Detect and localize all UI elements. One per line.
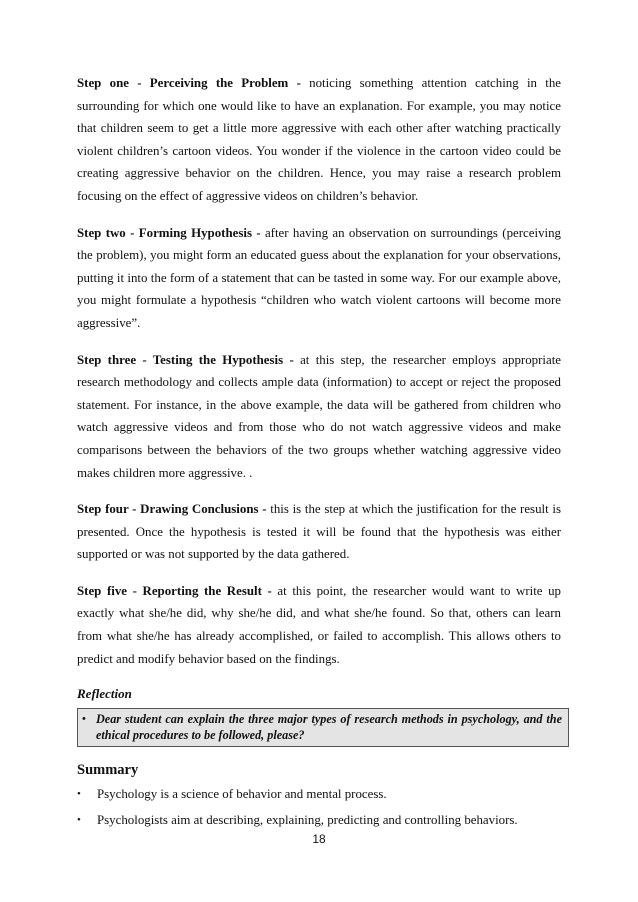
list-item <box>77 783 561 805</box>
step-five-paragraph <box>77 580 561 670</box>
reflection-question: Dear student can explain the three major types of research methods in psychology, and the ethical procedures to be followed, please? <box>96 712 562 742</box>
step-three-heading: Step three - Testing the Hypothesis - <box>77 352 294 367</box>
summary-list <box>77 783 561 831</box>
step-five-heading: Step five - Reporting the Result - <box>77 583 272 598</box>
summary-item-text: Psychology is a science of behavior and mental process. <box>97 787 387 802</box>
page-number: 18 <box>312 832 326 846</box>
summary-heading: Summary <box>77 762 139 779</box>
step-two-paragraph <box>77 222 561 335</box>
bullet-icon: • <box>82 713 86 726</box>
bullet-icon: • <box>77 814 81 827</box>
summary-item-text: Psychologists aim at describing, explaining, predicting and controlling behaviors. <box>97 813 518 828</box>
list-item <box>77 809 561 831</box>
step-two-heading: Step two - Forming Hypothesis - <box>77 225 261 240</box>
step-one-paragraph <box>77 72 561 208</box>
reflection-heading: Reflection <box>77 686 132 702</box>
step-three-text: at this step, the researcher employs appropriate research methodology and collects ample data (information) to accept or reject the proposed statement. For instance, in the above example, the data will be gathered from children who watch aggressive videos and from those who do not watch aggressive videos and make comparisons between the behaviors of the two groups whether watching aggressive video makes children more aggressive. . <box>77 352 561 480</box>
step-four-heading: Step four - Drawing Conclusions - <box>77 502 267 517</box>
reflection-box <box>77 708 569 747</box>
bullet-icon: • <box>77 788 81 801</box>
step-one-heading: Step one - Perceiving the Problem - <box>77 76 301 90</box>
step-one-text: noticing something attention catching in the surrounding for which one would like to have an explanation. For example, you may notice that children seem to get a little more aggressive with each other after watching practically violent children’s cartoon videos. You wonder if the violence in the cartoon video could be creating aggressive behavior on the children. Hence, you may raise a research problem focusing on the effect of aggressive videos on children’s behavior. <box>77 76 561 203</box>
step-five-text: at this point, the researcher would want to write up exactly what she/he did, why she/he did, and what she/he found. So that, others can learn from what she/he has already accomplished, or failed to accomplish. This allows others to predict and modify behavior based on the findings. <box>77 583 561 666</box>
step-two-text: after having an observation on surroundings (perceiving the problem), you might form an educated guess about the explanation for your observations, putting it into the form of a statement that can be tasted in some way. For our example above, you might formulate a hypothesis “children who watch violent cartoons will become more aggressive”. <box>77 225 561 330</box>
step-four-paragraph <box>77 498 561 566</box>
step-four-text: this is the step at which the justification for the result is presented. Once the hypothesis is tested it will be found that the hypothesis was either supported or was not supported by the data gathered. <box>77 502 561 562</box>
step-three-paragraph <box>77 349 561 485</box>
